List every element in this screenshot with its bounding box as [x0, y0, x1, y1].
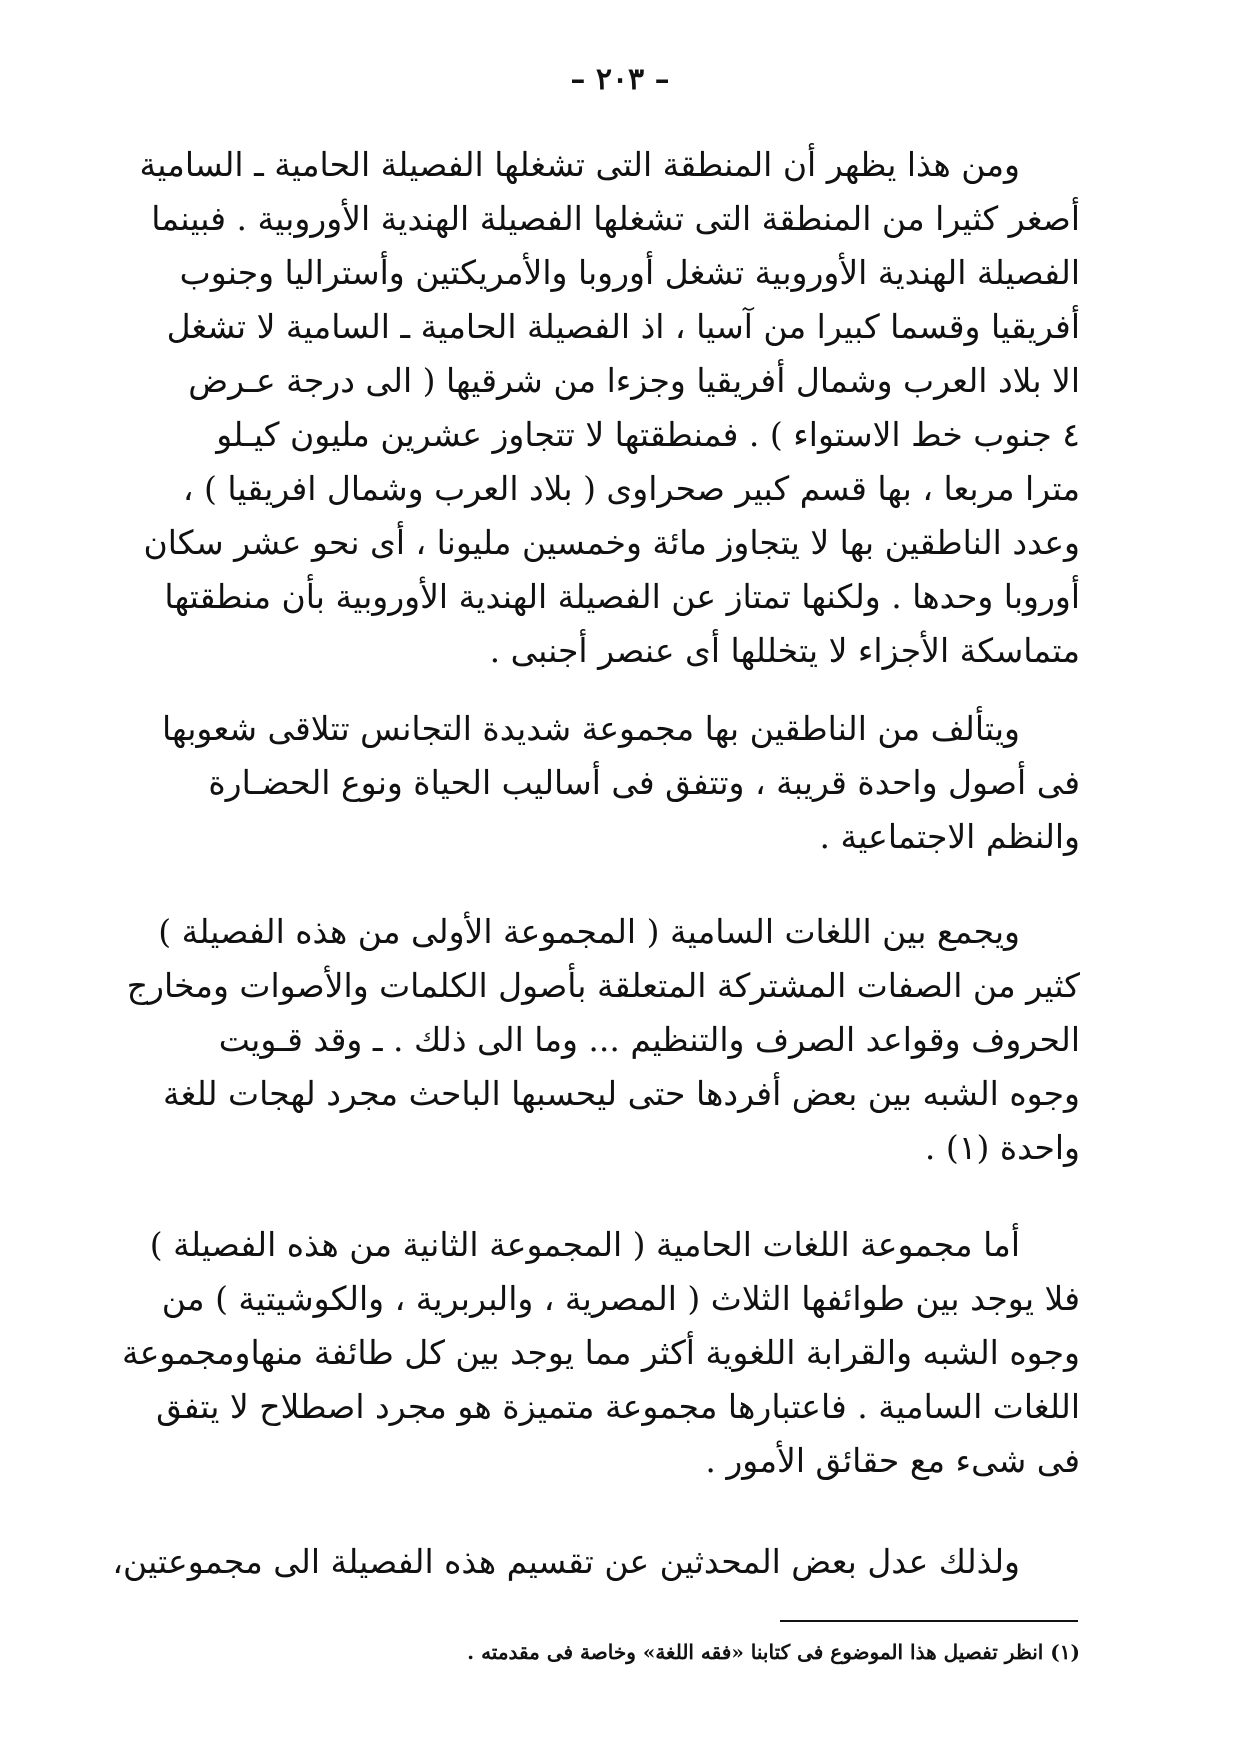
- text-line: وجوه الشبه والقرابة اللغوية أكثر مما يوجد بين كل طائفة منهاومجموعة: [122, 1333, 1080, 1372]
- page-number: – ٢٠٣ –: [570, 62, 670, 97]
- paragraph: [112, 1535, 1080, 1589]
- text-line: وجوه الشبه بين بعض أفردها حتى ليحسبها الباحث مجرد لهجات للغة: [162, 1074, 1080, 1113]
- text-line: أوروبا وحدها . ولكنها تمتاز عن الفصيلة الهندية الأوروبية بأن منطقتها: [164, 577, 1080, 616]
- paragraph: [161, 702, 1080, 864]
- text-line: وعدد الناطقين بها لا يتجاوز مائة وخمسين مليونا ، أى نحو عشر سكان: [143, 523, 1080, 562]
- text-line: ويجمع بين اللغات السامية ( المجموعة الأولى من هذه الفصيلة ): [158, 912, 1020, 951]
- text-line: أفريقيا وقسما كبيرا من آسيا ، اذ الفصيلة الحامية ـ السامية لا تشغل: [166, 307, 1080, 346]
- paragraph: [122, 1218, 1080, 1488]
- paragraph: [126, 905, 1080, 1175]
- text-line: ويتألف من الناطقين بها مجموعة شديدة التجانس تتلاقى شعوبها: [161, 709, 1020, 748]
- text-line: الا بلاد العرب وشمال أفريقيا وجزءا من شرقيها ( الى درجة عـرض: [188, 361, 1080, 400]
- text-line: فى شىء مع حقائق الأمور .: [705, 1441, 1080, 1480]
- footnote-divider: [780, 1620, 1078, 1622]
- text-line: فلا يوجد بين طوائفها الثلاث ( المصرية ، والبربرية ، والكوشيتية ) من: [161, 1279, 1080, 1318]
- text-line: اللغات السامية . فاعتبارها مجموعة متميزة هو مجرد اصطلاح لا يتفق: [156, 1387, 1080, 1426]
- text-line: فى أصول واحدة قريبة ، وتتفق فى أساليب الحياة ونوع الحضـارة: [208, 763, 1080, 802]
- text-line: واحدة (١) .: [924, 1128, 1080, 1167]
- text-line: ومن هذا يظهر أن المنطقة التى تشغلها الفصيلة الحامية ـ السامية: [139, 145, 1020, 184]
- text-line: متماسكة الأجزاء لا يتخللها أى عنصر أجنبى .: [489, 631, 1080, 670]
- text-line: الحروف وقواعد الصرف والتنظيم ... وما الى ذلك . ـ وقد قـويت: [218, 1020, 1080, 1059]
- text-line: أصغر كثيرا من المنطقة التى تشغلها الفصيلة الهندية الأوروبية . فبينما: [151, 199, 1080, 238]
- text-line: كثير من الصفات المشتركة المتعلقة بأصول الكلمات والأصوات ومخارج: [126, 966, 1080, 1005]
- text-line: مترا مربعا ، بها قسم كبير صحراوى ( بلاد العرب وشمال افريقيا ) ،: [182, 469, 1080, 508]
- text-line: ولذلك عدل بعض المحدثين عن تقسيم هذه الفصيلة الى مجموعتين،: [112, 1542, 1020, 1581]
- text-line: الفصيلة الهندية الأوروبية تشغل أوروبا والأمريكتين وأستراليا وجنوب: [179, 253, 1080, 292]
- footnote: (١) انظر تفصيل هذا الموضوع فى كتابنا «فقه اللغة» وخاصة فى مقدمته .: [467, 1640, 1080, 1664]
- text-line: أما مجموعة اللغات الحامية ( المجموعة الثانية من هذه الفصيلة ): [149, 1225, 1020, 1264]
- text-line: والنظم الاجتماعية .: [819, 817, 1080, 856]
- paragraph: [139, 138, 1080, 678]
- text-line: ٤ جنوب خط الاستواء ) . فمنطقتها لا تتجاوز عشرين مليون كيـلو: [216, 415, 1080, 454]
